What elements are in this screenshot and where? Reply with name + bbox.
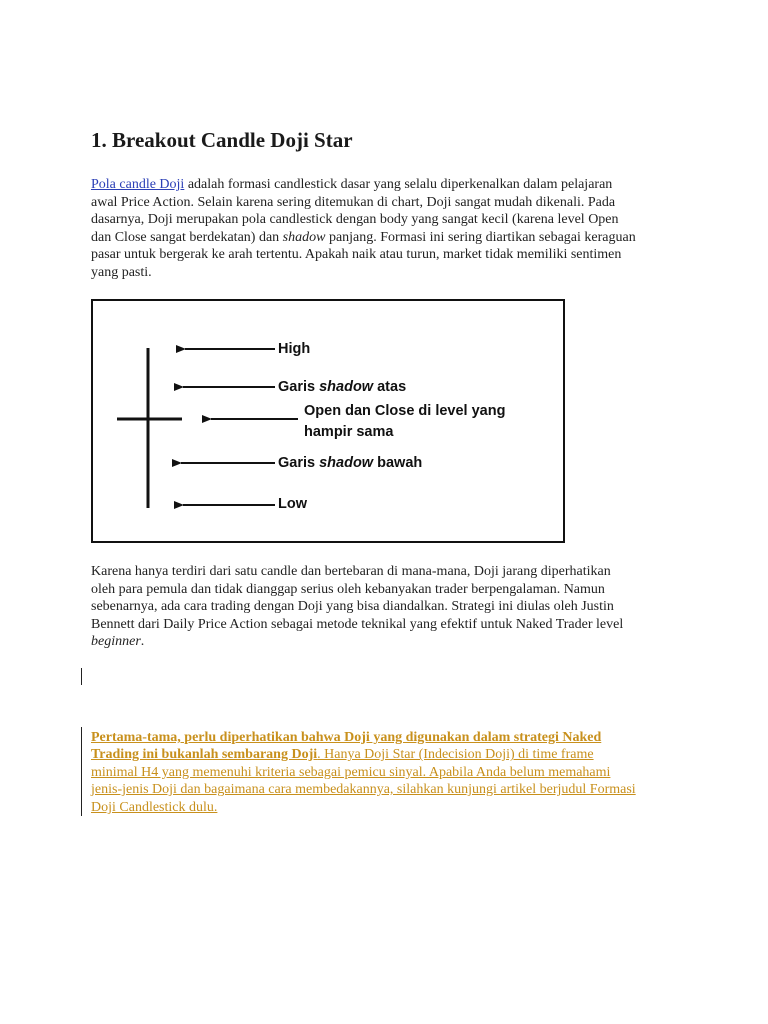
explain-line-5-em: beginner xyxy=(91,634,141,650)
intro-line-4-b: panjang. Formasi ini sering diartikan sebagai keraguan xyxy=(325,229,636,245)
intro-line-1-text: adalah formasi candlestick dasar yang selalu diperkenalkan dalam pelajaran xyxy=(184,177,613,192)
text-cursor xyxy=(81,668,82,685)
intro-line-2: awal Price Action. Selain karena sering ditemukan di chart, Doji sangat mudah dikenali. Pada xyxy=(91,194,616,210)
section-heading: 1. Breakout Candle Doji Star xyxy=(91,128,353,152)
note-margin-bar xyxy=(81,727,82,816)
explain-line-5-end: . xyxy=(140,634,145,650)
intro-line-3: dasarnya, Doji merupakan pola candlestick dengan body yang sangat kecil (karena level Open xyxy=(91,212,619,228)
intro-line-4-em: shadow xyxy=(282,229,326,245)
explain-line-3: sebenarnya, ada cara trading dengan Doji yang bisa diandalkan. Strategi ini diulas oleh Justin xyxy=(91,599,614,615)
label-upper-shadow xyxy=(278,379,406,395)
explain-line-5 xyxy=(91,633,691,651)
note-line-5: Doji Candlestick dulu. xyxy=(91,799,218,815)
note-line-2-rest: . Hanya Doji Star (Indecision Doji) di time frame xyxy=(317,747,594,763)
label-lower-em: shadow xyxy=(319,455,374,471)
explain-line-2: oleh para pemula dan tidak dianggap serius oleh kebanyakan trader berpengalaman. Namun xyxy=(91,581,605,597)
note-paragraph[interactable] xyxy=(91,729,691,816)
label-upper-a: Garis xyxy=(278,379,320,395)
note-line-1 xyxy=(91,729,691,746)
explanation-paragraph xyxy=(91,563,691,651)
label-open-close-1: Open dan Close di level yang xyxy=(304,403,506,419)
note-line-3: minimal H4 yang memenuhi kriteria sebagai pemicu sinyal. Apabila Anda belum memahami xyxy=(91,764,611,780)
explain-line-4: Bennett dari Daily Price Action sebagai metode teknikal yang efektif untuk Naked Trader level xyxy=(91,616,624,632)
label-high: High xyxy=(278,341,311,357)
pola-candle-doji-link[interactable]: Pola candle Doji xyxy=(91,177,185,192)
intro-line-1 xyxy=(91,176,691,194)
label-upper-em: shadow xyxy=(319,379,374,395)
intro-line-6: yang pasti. xyxy=(91,264,152,280)
explain-line-1: Karena hanya terdiri dari satu candle dan bertebaran di mana-mana, Doji jarang diperhatikan xyxy=(91,564,611,579)
note-bold-1: Pertama-tama, perlu diperhatikan bahwa Doji yang digunakan dalam strategi Naked xyxy=(91,730,602,745)
note-line-4: jenis-jenis Doji dan bagaimana cara membedakannya, silahkan kunjungi artikel berjudul Formasi xyxy=(91,782,636,798)
intro-line-4-a: dan Close sangat berdekatan) dan xyxy=(91,229,283,245)
label-lower-b: bawah xyxy=(373,455,423,471)
doji-diagram xyxy=(91,299,565,543)
note-line-2 xyxy=(91,746,691,763)
label-open-close-2: hampir sama xyxy=(304,424,394,440)
label-lower-shadow xyxy=(278,455,422,471)
label-low: Low xyxy=(278,496,307,512)
note-bold-2: Trading ini bukanlah sembarang Doji xyxy=(91,747,318,763)
label-lower-a: Garis xyxy=(278,455,320,471)
intro-line-4 xyxy=(91,229,691,247)
label-upper-b: atas xyxy=(373,379,407,395)
intro-paragraph xyxy=(91,176,691,282)
doji-diagram-graphic xyxy=(93,301,563,541)
intro-line-5: pasar untuk bergerak ke arah tertentu. Apakah naik atau turun, market tidak memiliki sentimen xyxy=(91,247,622,263)
